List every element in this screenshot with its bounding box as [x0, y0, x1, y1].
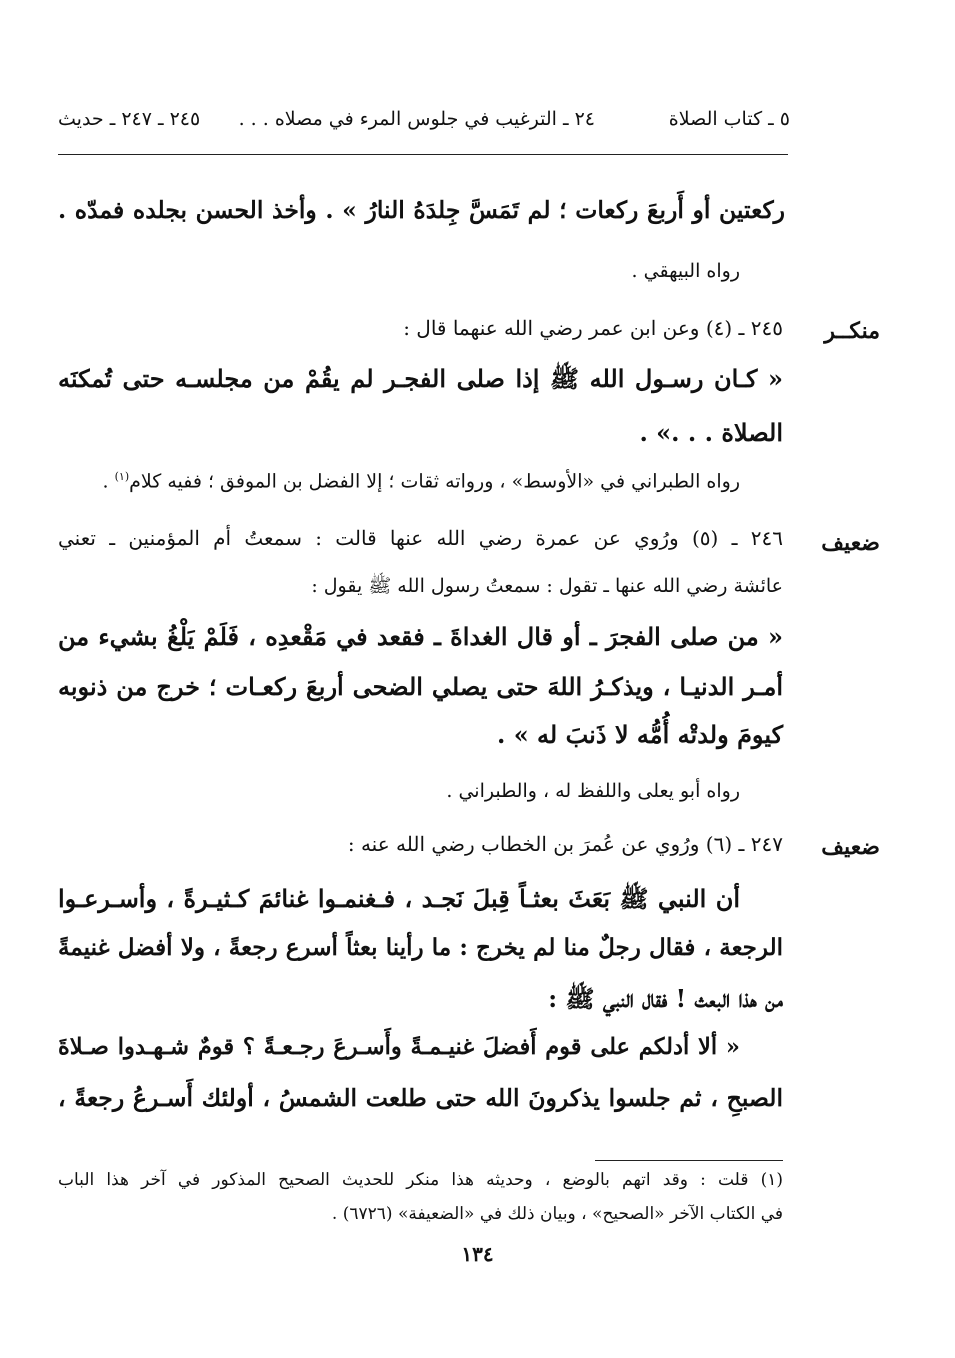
hadith-245-source: رواه الطبراني في «الأوسط» ، ورواته ثقات ؛ إلا الفضل بن الموفق ؛ ففيه كلام$^{(١)}$ .: [102, 470, 740, 493]
hadith-245-intro: ٢٤٥ ـ (٤) وعن ابن عمر رضي الله عنهما قال :: [403, 316, 783, 340]
hadith-245-text-line-2: الصلاة . . .» .: [639, 418, 783, 447]
header-hadith-range: ٢٤٥ ـ ٢٤٧ ـ حديث: [58, 108, 201, 130]
hadith-245-text-line-1: « كـان رسـول الله ﷺ إذا صلى الفجـر لم يقُمْ من مجلسـه حتى تُمكنَه: [58, 364, 783, 393]
hadith-247-text-line-4: « ألا أدلكم على قوم أَفضلَ غنيـمـةً وأَسـرعَ رجـعـةً ؟ قومٌ شـهـدوا صـلاةَ: [58, 1034, 740, 1060]
grade-label-245: منكــر: [824, 318, 880, 344]
hadith-246-intro-line-1: ٢٤٦ ـ (٥) ورُوي عن عمرة رضي الله عنها قالت : سمعتُ أم المؤمنين ـ تعني: [58, 526, 783, 550]
hadith-247-text-line-5: الصبحِ ، ثم جلسوا يذكرونَ الله حتى طلعت الشمسُ ، أولئك أَسـرعُ رجعةً ،: [58, 1084, 783, 1112]
hadith-246-text-line-3: كيومَ ولدتْه أُمُّه لا ذَنبَ له » .: [496, 720, 783, 749]
header-chapter: ٥ ـ كتاب الصلاة: [668, 108, 790, 130]
hadith-246-intro-line-2: عائشة رضي الله عنها ـ تقول : سمعتُ رسول الله ﷺ يقول :: [311, 575, 783, 597]
footnote-line-2: في الكتاب الآخر «الصحيح» ، وبيان ذلك في «الضعيفة» (٦٧٢٦) .: [331, 1204, 783, 1224]
footnote-reference: (١): [114, 470, 130, 483]
hadith-246-text-line-1: « من صلى الفجرَ ـ أو قال الغداةَ ـ فقعد في مَقْعدِه ، فَلَمْ يَلْغُ بشيء من: [58, 622, 783, 651]
page-number: ١٣٤: [461, 1242, 494, 1266]
grade-label-247: ضعيف: [821, 834, 880, 860]
hadith-247-intro: ٢٤٧ ـ (٦) ورُوي عن عُمرَ بن الخطاب رضي الله عنه :: [347, 832, 783, 856]
header-section: ٢٤ ـ الترغيب في جلوس المرء في مصلاه . . .: [238, 108, 595, 130]
hadith-247-text-line-2: الرجعة ، فقال رجلٌ منا لم يخرج : ما رأينا بعثاً أسرع رجعةً ، ولا أفضل غنيمةً: [58, 934, 783, 961]
header-divider: [58, 154, 788, 155]
grade-label-246: ضعيف: [821, 530, 880, 556]
footnote-line-1: (١) قلت : وقد اتهم بالوضع ، وحديثه هذا منكر للحديث الصحيح المذكور في آخر هذا الباب: [58, 1170, 783, 1190]
hadith-247-text-line-3: من هذا البعث ! فقال النبي ﷺ :: [548, 984, 783, 1013]
hadith-247-text-line-1: أن النبي ﷺ بَعَثَ بعثـاً قِبلَ نَجـد ، فـغنمـوا غنائمَ كـثيـرةً ، وأسـرعـوا: [58, 884, 740, 913]
hadith-246-source: رواه أبو يعلى واللفظ له ، والطبراني .: [446, 780, 740, 802]
hadith-246-text-line-2: أمـر الدنيـا ، ويذكـرُ اللهَ حتى يصلي الضحى أربعَ ركعـات ؛ خرج من ذنوبه: [58, 672, 783, 701]
intro-text-line: ركعتين أو أَربعَ ركعات ؛ لم تَمَسَّ جِلدَهُ النارُ » . وأخذ الحسن بجلده فمدّه .: [58, 196, 785, 224]
intro-source: رواه البيهقي .: [631, 260, 740, 282]
footnote-divider: [595, 1160, 783, 1161]
